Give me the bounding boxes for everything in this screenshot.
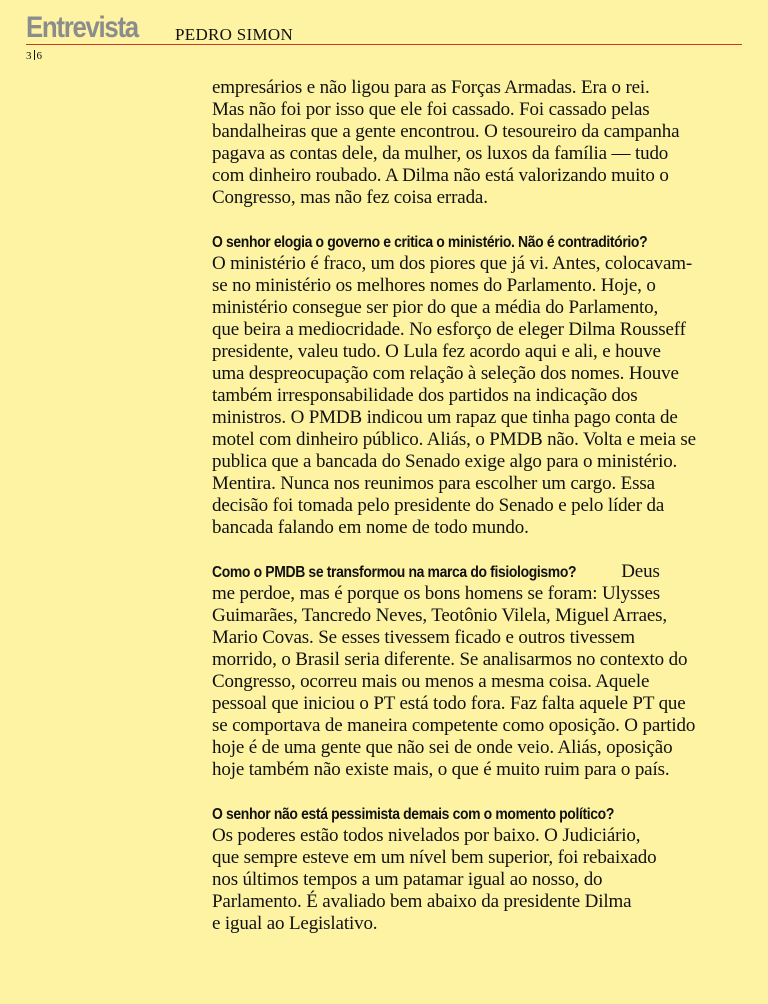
text-line: pessoal que iniciou o PT está todo fora. Faz falta aquele PT que: [212, 693, 686, 714]
text-line: Congresso, mas não fez coisa errada.: [212, 187, 488, 208]
paragraph-intro: [212, 77, 742, 209]
text-line: e igual ao Legislativo.: [212, 913, 378, 934]
text-line: Mario Covas. Se esses tivessem ficado e outros tivessem: [212, 627, 635, 648]
question-line: [212, 561, 742, 583]
page-header: [26, 10, 742, 45]
article-body: [212, 77, 742, 935]
question-line: [212, 231, 742, 253]
text-line: também irresponsabilidade dos partidos na indicação dos: [212, 385, 638, 406]
text-line: me perdoe, mas é porque os bons homens se foram: Ulysses: [212, 583, 661, 604]
text-line: nos últimos tempos a um patamar igual ao nosso, do: [212, 869, 603, 890]
text-line: Mentira. Nunca nos reunimos para escolher um cargo. Essa: [212, 473, 655, 494]
page-separator: [34, 50, 35, 60]
text-line: ministros. O PMDB indicou um rapaz que tinha pago conta de: [212, 407, 678, 428]
text-line: uma despreocupação com relação à seleção dos nomes. Houve: [212, 363, 679, 384]
answer-2-start: Deus: [616, 561, 660, 582]
qa-block-1: [212, 231, 742, 539]
text-line: Guimarães, Tancredo Neves, Teotônio Vilela, Miguel Arraes,: [212, 605, 667, 626]
interviewee-name: PEDRO SIMON: [175, 25, 294, 44]
text-line: Parlamento. É avaliado bem abaixo da presidente Dilma: [212, 891, 632, 912]
paragraph-gap: [212, 781, 742, 803]
text-line: que beira a mediocridade. No esforço de eleger Dilma Rousseff: [212, 319, 686, 340]
text-line: O ministério é fraco, um dos piores que já vi. Antes, colocavam-: [212, 253, 693, 274]
text-line: ministério consegue ser pior do que a média do Parlamento,: [212, 297, 659, 318]
text-line: bancada falando em nome de todo mundo.: [212, 517, 529, 538]
text-line: Congresso, ocorreu mais ou menos a mesma coisa. Aquele: [212, 671, 650, 692]
text-line: morrido, o Brasil seria diferente. Se analisarmos no contexto do: [212, 649, 688, 670]
text-line: presidente, valeu tudo. O Lula fez acordo aqui e ali, e houve: [212, 341, 661, 362]
question-2: Como o PMDB se transformou na marca do fisiologismo?: [212, 564, 577, 581]
page-indicator: [26, 50, 42, 62]
text-line: empresários e não ligou para as Forças Armadas. Era o rei.: [212, 77, 650, 98]
question-3: O senhor não está pessimista demais com o momento político?: [212, 806, 615, 823]
text-line: motel com dinheiro público. Aliás, o PMDB não. Volta e meia se: [212, 429, 696, 450]
paragraph-gap: [212, 539, 742, 561]
paragraph-gap: [212, 209, 742, 231]
text-line: se no ministério os melhores nomes do Parlamento. Hoje, o: [212, 275, 656, 296]
text-line: bandalheiras que a gente encontrou. O tesoureiro da campanha: [212, 121, 680, 142]
qa-block-3: [212, 803, 742, 935]
text-line: hoje é de uma gente que não sei de onde veio. Aliás, oposição: [212, 737, 673, 758]
text-line: Mas não foi por isso que ele foi cassado. Foi cassado pelas: [212, 99, 650, 120]
text-line: com dinheiro roubado. A Dilma não está valorizando muito o: [212, 165, 669, 186]
text-line: Os poderes estão todos nivelados por baixo. O Judiciário,: [212, 825, 641, 846]
page-current: 3: [26, 50, 32, 62]
text-line: se comportava de maneira competente como oposição. O partido: [212, 715, 696, 736]
question-1: O senhor elogia o governo e critica o ministério. Não é contraditório?: [212, 234, 648, 251]
qa-block-2: [212, 561, 742, 781]
text-line: pagava as contas dele, da mulher, os luxos da família — tudo: [212, 143, 669, 164]
text-line: decisão foi tomada pelo presidente do Senado e pelo líder da: [212, 495, 665, 516]
section-title: Entrevista: [26, 11, 138, 44]
text-line: que sempre esteve em um nível bem superior, foi rebaixado: [212, 847, 657, 868]
question-line: [212, 803, 742, 825]
text-line: hoje também não existe mais, o que é muito ruim para o país.: [212, 759, 670, 780]
page-total: 6: [36, 50, 42, 62]
text-line: publica que a bancada do Senado exige algo para o ministério.: [212, 451, 678, 472]
